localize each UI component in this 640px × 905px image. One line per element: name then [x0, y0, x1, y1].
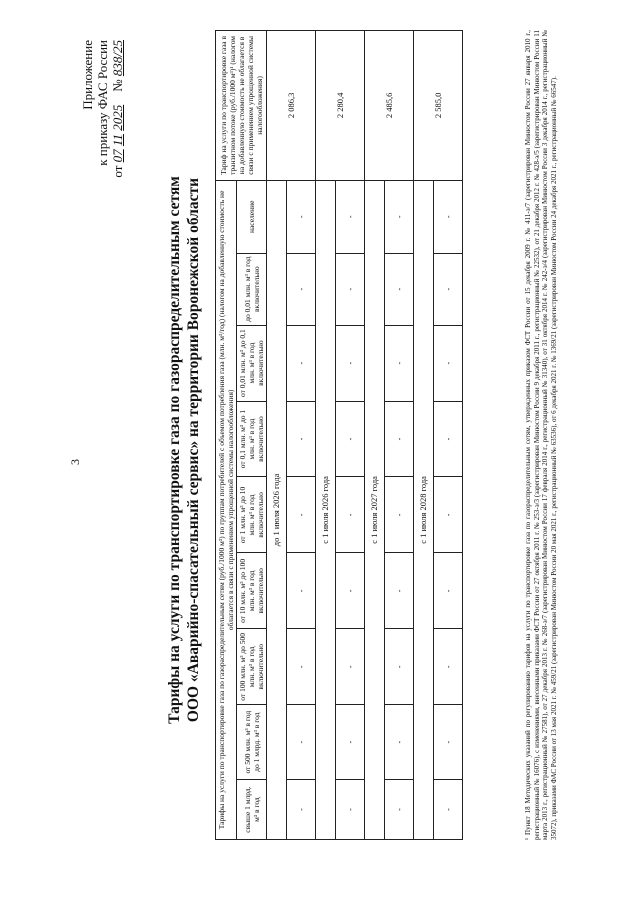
tariff-cell: - [434, 180, 463, 253]
tariff-cell: - [287, 180, 316, 253]
tariff-cell: - [336, 401, 365, 477]
tariff-cell: - [385, 705, 414, 780]
tariff-cell: - [336, 780, 365, 840]
tariff-cell: - [287, 629, 316, 705]
tariff-cell: - [287, 705, 316, 780]
tariff-cell: - [434, 477, 463, 553]
column-header: от 10 млн. м³ до 100 млн. м³ в год включительно [237, 553, 267, 629]
tariff-cell: - [434, 401, 463, 477]
tariff-cell: - [385, 553, 414, 629]
tariff-cell: - [336, 180, 365, 253]
tariff-cell: - [287, 325, 316, 401]
transit-tariff-value: 2 585,0 [414, 31, 463, 181]
column-header: до 0,01 млн. м³ в год включительно [237, 253, 267, 325]
tariff-cell: - [287, 780, 316, 840]
tariff-cell: - [385, 780, 414, 840]
group-header: Тарифы на услуги по транспортировке газа по газораспределительным сетям (руб./1000 м³) по группам потребителей с объемом потребления газа (млн. м³/год) (налогом на добавленную стоимость не облагается в связи с применением упрощенной системы налогообложения) [216, 180, 237, 839]
period-label: с 1 июля 2028 года [414, 180, 434, 839]
appendix-date-number: от 07 11 2025 № 838/25 [110, 40, 125, 178]
tariff-cell: - [287, 553, 316, 629]
tariff-cell: - [385, 401, 414, 477]
appendix-order: к приказу ФАС России [95, 40, 110, 166]
title-line-2: ООО «Аварийно-спасательный сервис» на территории Воронежской области [185, 177, 202, 723]
appendix-label: Приложение [80, 40, 95, 110]
tariff-cell: - [287, 401, 316, 477]
tariff-cell: - [287, 477, 316, 553]
transit-tariff-value: 2 086,3 [267, 31, 316, 181]
tariff-cell: - [385, 629, 414, 705]
tariff-cell: - [336, 477, 365, 553]
tariff-cell: - [434, 705, 463, 780]
tariff-cell: - [385, 180, 414, 253]
period-row [365, 31, 385, 840]
document-title [165, 105, 203, 795]
tariff-cell: - [385, 253, 414, 325]
transit-tariff-value: 2 485,6 [365, 31, 414, 181]
handwritten-order-number: 838/25 [110, 40, 125, 77]
period-row [414, 31, 434, 840]
tariff-cell: - [434, 253, 463, 325]
tariff-cell: - [434, 780, 463, 840]
handwritten-year: 2025 [110, 104, 125, 131]
tariff-cell: - [336, 553, 365, 629]
handwritten-day: 07 [110, 149, 125, 163]
period-row [316, 31, 336, 840]
transit-tariff-value: 2 280,4 [316, 31, 365, 181]
tariff-cell: - [385, 325, 414, 401]
tariff-cell: - [434, 553, 463, 629]
footnote: ¹ Пункт 18 Методических указаний по регулированию тарифов на услуги по транспортировке газа по газораспределительным сетям, утвержденных приказом ФСТ России от 15 декабря 2009 г. № 411-э/7 (зарегистрирован Минюстом России 27 января 2010 г., регистрационный № 16076), с изменениями, внесенными приказами ФСТ России от 27 октября 2011 г. № 253-э/3 (зарегистрирован Минюстом России 9 декабря 2011 г., регистрационный № 22532), от 21 декабря 2012 г. № 428-э/5 (зарегистрирован Минюстом России 11 марта 2013 г., регистрационный № 27581), от 27 декабря 2013 г. № 268-э/7 (зарегистрирован Минюстом России 17 февраля 2014 г., регистрационный № 31340), от 31 октября 2014 г. № 242-э/4 (зарегистрирован Минюстом России 3 декабря 2014 г., регистрационный № 35072), приказами ФАС России от 13 мая 2021 г. № 459/21 (зарегистрирован Минюстом России 20 мая 2021 г., регистрационный № 63536), от 6 декабря 2021 г. № 1369/21 (зарегистрирован Минюстом России 24 декабря 2021 г., регистрационный № 66547). [524, 30, 558, 840]
transit-header: Тариф на услуги по транспортировке газа в транзитном потоке (руб./1000 м³)¹ (налогом на добавленную стоимость не облагается в связи с применением упрощенной системы налогообложения) [216, 31, 267, 181]
period-label: с 1 июля 2027 года [365, 180, 385, 839]
handwritten-month: 11 [110, 134, 125, 147]
page-number: 3 [68, 459, 82, 465]
tariff-cell: - [336, 629, 365, 705]
tariff-cell: - [434, 325, 463, 401]
tariff-cell: - [434, 629, 463, 705]
column-header: от 1 млн. м³ до 10 млн. м³ в год включительно [237, 477, 267, 553]
column-header: население [237, 180, 267, 253]
column-header: от 500 млн. м³ в год до 1 млрд. м³ в год [237, 705, 267, 780]
tariff-cell: - [287, 253, 316, 325]
tariff-cell: - [336, 705, 365, 780]
column-header: от 0,1 млн. м³ до 1 млн. м³ в год включительно [237, 401, 267, 477]
column-header: свыше 1 млрд. м³ в год [237, 780, 267, 840]
appendix-block [80, 40, 125, 178]
tariff-cell: - [336, 325, 365, 401]
period-row [267, 31, 287, 840]
column-header: от 0,01 млн. м³ до 0,1 млн. м³ в год включительно [237, 325, 267, 401]
tariff-cell: - [385, 477, 414, 553]
column-header: от 100 млн. м³ до 500 млн. м³ в год включительно [237, 629, 267, 705]
tariff-cell: - [336, 253, 365, 325]
title-line-1: Тарифы на услуги по транспортировке газа по газораспределительным сетям [166, 176, 183, 724]
period-label: до 1 июля 2026 года [267, 180, 287, 839]
tariff-table [215, 30, 463, 840]
period-label: с 1 июля 2026 года [316, 180, 336, 839]
